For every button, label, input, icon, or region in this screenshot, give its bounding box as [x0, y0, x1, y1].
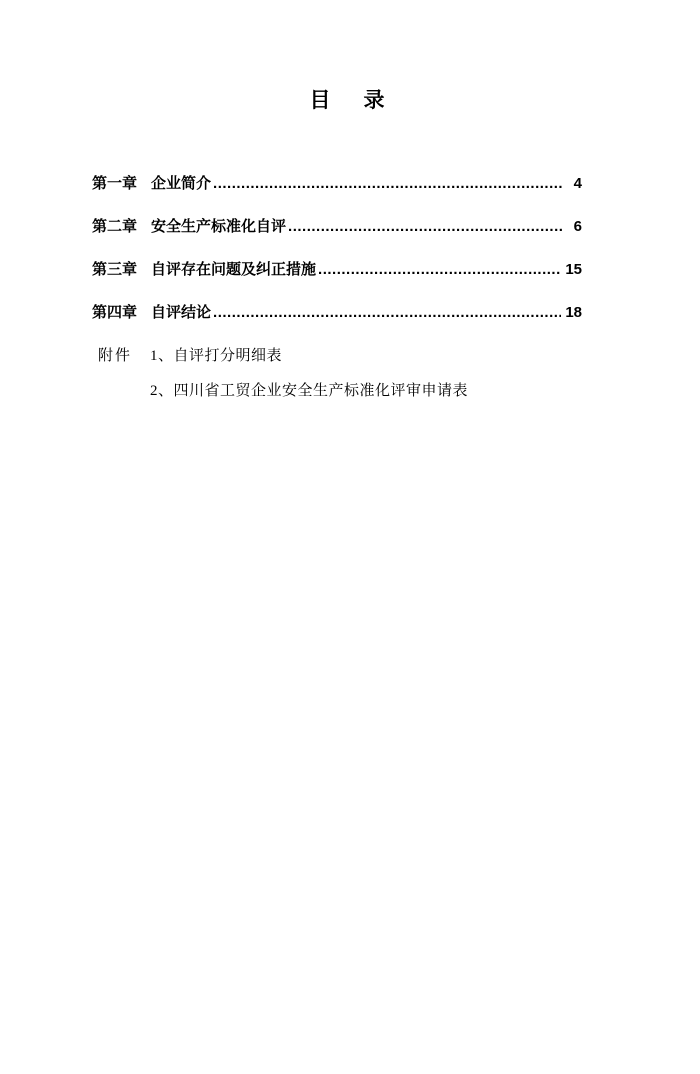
toc-page-number: 15 [565, 261, 582, 278]
toc-chapter-number: 第二章 [92, 218, 138, 235]
toc-entry-label: 自评存在问题及纠正措施 [151, 261, 317, 278]
list-item: 1、自评打分明细表 [150, 348, 283, 364]
attachment-list-title: 附件 [98, 348, 133, 364]
attachment-list [0, 344, 700, 400]
toc-chapter-number: 第一章 [92, 175, 138, 192]
toc-chapter-number: 第四章 [92, 304, 138, 321]
toc-leader-dots [318, 262, 561, 277]
toc-leader-dots [288, 219, 562, 234]
toc-chapter-number: 第三章 [92, 261, 138, 278]
toc-page-number: 6 [573, 218, 582, 235]
document-page [0, 84, 700, 1074]
page-title: 目 录 [309, 89, 391, 112]
toc-leader-dots [213, 305, 561, 320]
toc-entry-label: 安全生产标准化自评 [151, 218, 287, 235]
toc-entry-label: 企业简介 [151, 175, 212, 192]
toc-entry-label: 自评结论 [151, 304, 212, 321]
toc-entry[interactable] [92, 301, 582, 322]
toc-page-number: 4 [573, 175, 582, 192]
attachment-items [150, 344, 468, 400]
toc-entry[interactable] [92, 215, 582, 236]
toc-entry[interactable] [92, 258, 582, 279]
attachment-row [98, 344, 700, 400]
toc-leader-dots [213, 176, 562, 191]
table-of-contents [0, 172, 700, 322]
list-item: 2、四川省工贸企业安全生产标准化评审申请表 [150, 383, 469, 399]
toc-page-number: 18 [565, 304, 582, 321]
toc-entry[interactable] [92, 172, 582, 193]
